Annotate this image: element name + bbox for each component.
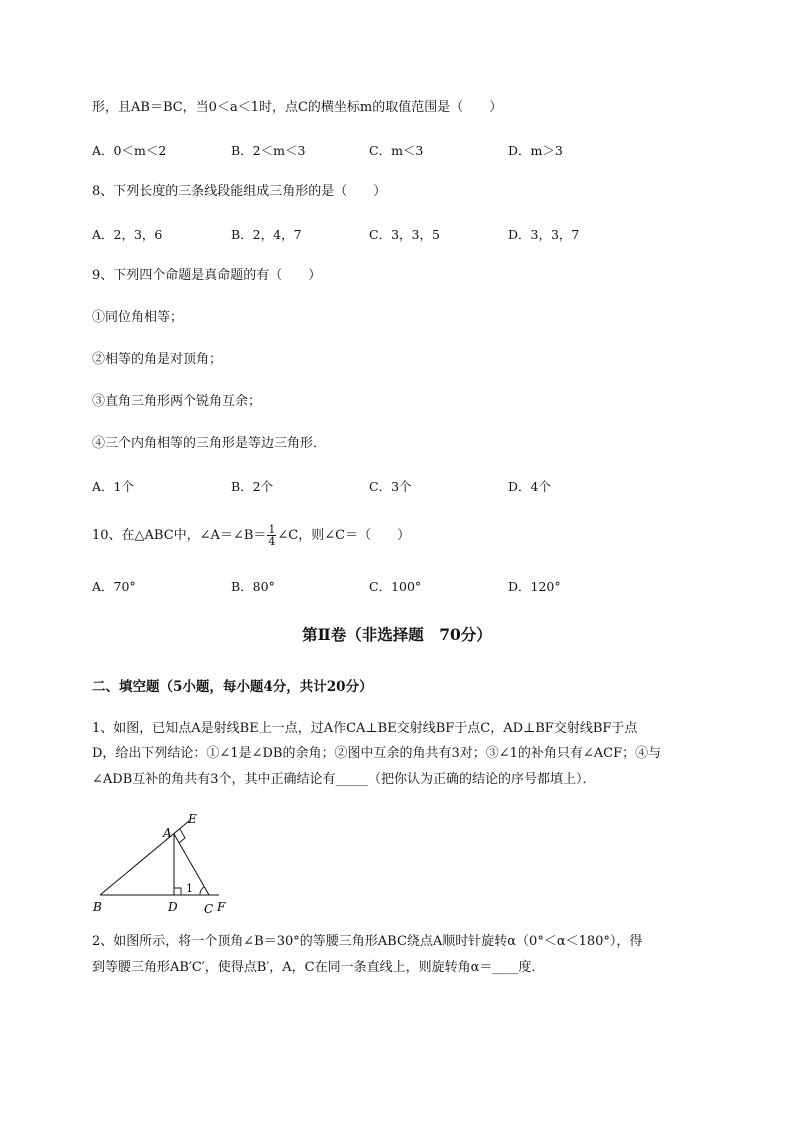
q8-stem: 8、下列长度的三条线段能组成三角形的是（ ） <box>92 184 387 199</box>
label-a: A <box>163 826 172 840</box>
q7-option-c[interactable]: C．m＜3 <box>369 143 424 158</box>
label-f: F <box>217 900 226 914</box>
q7-option-b[interactable]: B．2＜m＜3 <box>231 143 306 158</box>
q7-stem: 形，且AB＝BC，当0＜a＜1时，点C的横坐标m的取值范围是（ ） <box>92 100 503 115</box>
q8-option-c[interactable]: C．3，3，5 <box>369 227 440 242</box>
label-angle-1: 1 <box>186 882 193 895</box>
q10-stem-after: ∠C，则∠C＝（ ） <box>277 528 411 543</box>
f2-line-1: 2、如图所示，将一个顶角∠B＝30°的等腰三角形ABC绕点A顺时针旋转α（0°＜α＜180°），得 <box>92 934 643 949</box>
q7-option-d[interactable]: D．m＞3 <box>508 143 563 158</box>
q8-option-d[interactable]: D．3，3，7 <box>508 227 580 242</box>
q9-option-a[interactable]: A．1个 <box>92 479 134 494</box>
q7-option-a[interactable]: A．0＜m＜2 <box>92 143 167 158</box>
q10-stem-before: 10、在△ABC中，∠A＝∠B＝ <box>92 528 267 543</box>
q9-option-d[interactable]: D．4个 <box>508 479 551 494</box>
right-angle-a <box>179 829 185 843</box>
label-c: C <box>204 902 214 916</box>
q9-option-b[interactable]: B．2个 <box>231 479 274 494</box>
f1-line-2: D，给出下列结论：①∠1是∠DB的余角；②图中互余的角共有3对；③∠1的补角只有∠ACF；④与 <box>92 746 662 761</box>
label-e: E <box>188 812 197 826</box>
q9-statement-4: ④三个内角相等的三角形是等边三角形． <box>92 436 327 451</box>
q8-option-b[interactable]: B．2，4，7 <box>231 227 302 242</box>
q10-stem <box>92 524 410 547</box>
section-2-title: 第Ⅱ卷（非选择题 70分） <box>302 625 492 644</box>
q10-option-d[interactable]: D．120° <box>508 579 561 594</box>
q10-fraction-den: 4 <box>268 535 276 548</box>
q10-option-c[interactable]: C．100° <box>369 579 422 594</box>
q10-fraction <box>267 524 276 547</box>
f2-line-2: 到等腰三角形AB′C′，使得点B′，A，C在同一条直线上，则旋转角α＝____度． <box>92 960 545 975</box>
ray-be <box>100 821 189 895</box>
q10-option-b[interactable]: B．80° <box>231 579 275 594</box>
q9-statement-2: ②相等的角是对顶角； <box>92 352 223 367</box>
q9-option-c[interactable]: C．3个 <box>369 479 412 494</box>
f1-line-1: 1、如图，已知点A是射线BE上一点，过A作CA⊥BE交射线BF于点C，AD⊥BF交射线BF于点 <box>92 721 638 736</box>
q9-stem: 9、下列四个命题是真命题的有（ ） <box>92 268 322 283</box>
angle-1-arc <box>200 887 204 895</box>
f1-line-3: ∠ADB互补的角共有3个，其中正确结论有_____（把你认为正确的结论的序号都填上）． <box>92 772 596 787</box>
q10-fraction-num: 1 <box>268 523 276 536</box>
section-2-subtitle: 二、填空题（5小题，每小题4分，共计20分） <box>92 679 373 695</box>
q9-statement-3: ③直角三角形两个锐角互余； <box>92 394 262 409</box>
label-d: D <box>168 900 178 914</box>
q10-option-a[interactable]: A．70° <box>92 579 136 594</box>
q9-statement-1: ①同位角相等； <box>92 310 184 325</box>
triangle-figure <box>88 804 238 916</box>
label-b: B <box>93 900 102 914</box>
right-angle-d <box>174 888 181 895</box>
q8-option-a[interactable]: A．2，3，6 <box>92 227 163 242</box>
